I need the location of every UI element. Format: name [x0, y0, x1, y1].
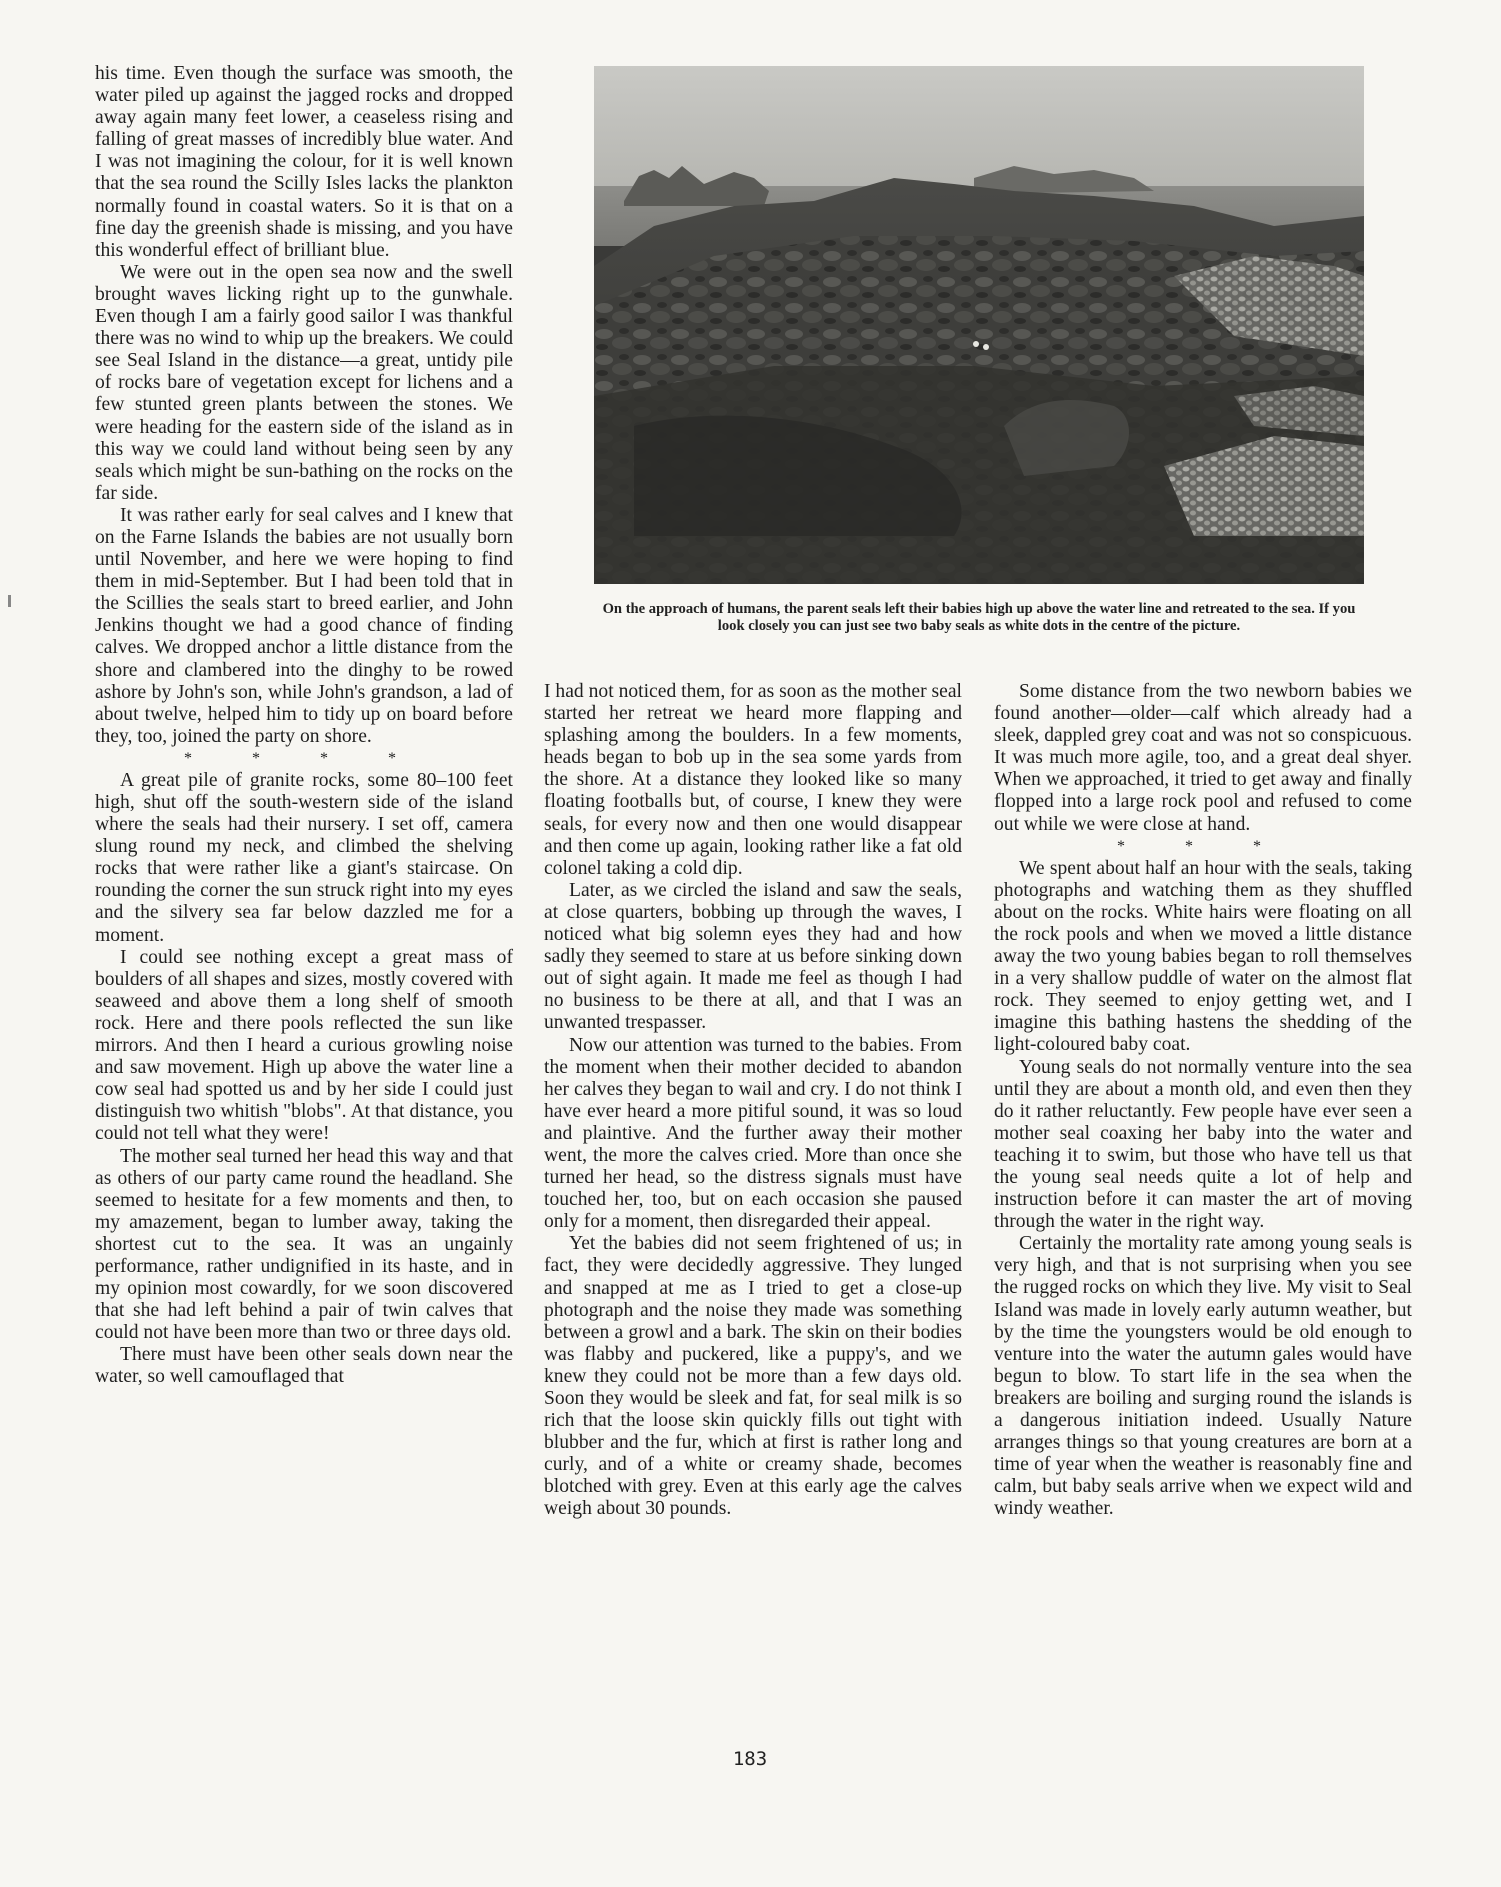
- page-number: 183: [732, 1748, 768, 1770]
- paragraph: his time. Even though the surface was smooth, the water piled up against the jagged rocks and dropped away again many feet lower, a ceaseless rising and falling of great masses of incredibly blue water. And I was not imagining the colour, for it is well known that the sea round the Scilly Isles lacks the plankton normally found in coastal waters. So it is that on a fine day the greenish shade is missing, and you have this wonderful effect of brilliant blue.: [95, 63, 513, 261]
- seal-island-photo: [594, 66, 1364, 584]
- article-column-left: [95, 63, 513, 1389]
- paragraph: We were out in the open sea now and the swell brought waves licking right up to the gunwhale. Even though I am a fairly good sailor I was thankful there was no wind to whip up the breakers. We could see Seal Island in the distance—a great, untidy pile of rocks bare of vegetation except for lichens and a few stunted green plants between the stones. We were heading for the eastern side of the island as in this way we could land without being seen by any seals which might be sun-bathing on the rocks on the far side.: [95, 261, 513, 504]
- paragraph: Yet the babies did not seem frightened of us; in fact, they were decidedly aggressive. They lunged and snapped at me as I tried to get a close-up photograph and the noise they made was something between a growl and a bark. The skin on their bodies was flabby and puckered, like a puppy's, and we knew they could not be more than a few days old. Soon they would be sleek and fat, for seal milk is so rich that the loose skin quickly fills out tight with blubber and the fur, which at first is rather long and curly, and of a white or creamy shade, becomes blotched with grey. Even at this early age the calves weigh about 30 pounds.: [544, 1233, 962, 1520]
- paragraph: Some distance from the two newborn babies we found another—older—calf which already had a sleek, dappled grey coat and was not so conspicuous. It was much more agile, too, and a great deal shyer. When we approached, it tried to get away and finally flopped into a large rock pool and refused to come out while we were close at hand.: [994, 681, 1412, 835]
- paragraph: I had not noticed them, for as soon as the mother seal started her retreat we heard more flapping and splashing among the boulders. In a few moments, heads began to bob up in the sea some yards from the shore. At a distance they looked like so many floating footballs but, of course, I knew they were seals, for every now and then one would disappear and then come up again, looking rather like a fat old colonel taking a cold dip.: [544, 681, 962, 879]
- margin-mark: [8, 595, 11, 607]
- photo-caption: On the approach of humans, the parent seals left their babies high up above the water line and retreated to the sea. If you look closely you can just see two baby seals as white dots in the centre of the picture.: [602, 601, 1356, 635]
- paragraph: Now our attention was turned to the babies. From the moment when their mother decided to abandon her calves they began to wail and cry. I do not think I have ever heard a more pitiful sound, it was so loud and plaintive. And the further away their mother went, the more the calves cried. More than once she turned her head, so the distress signals must have touched her, too, but on each occasion she paused only for a moment, then disregarded their appeal.: [544, 1034, 962, 1233]
- paragraph: Certainly the mortality rate among young seals is very high, and that is not surprising when you see the rugged rocks on which they live. My visit to Seal Island was made in lovely early autumn weather, but by the time the youngsters would be old enough to venture into the water the autumn gales would have begun to blow. To start life in the sea when the breakers are boiling and surging round the islands is a dangerous initiation indeed. Usually Nature arranges things so that young creatures are born at a time of year when the weather is reasonably fine and calm, but baby seals arrive when we expect wild and windy weather.: [994, 1233, 1412, 1520]
- paragraph: There must have been other seals down near the water, so well camouflaged that: [95, 1344, 513, 1388]
- paragraph: A great pile of granite rocks, some 80–100 feet high, shut off the south-western side of the island where the seals had their nursery. I set off, camera slung round my neck, and climbed the shelving rocks that were rather like a giant's staircase. On rounding the corner the sun struck right into my eyes and the silvery sea far below dazzled me for a moment.: [95, 769, 513, 946]
- paragraph: The mother seal turned her head this way and that as others of our party came round the headland. She seemed to hesitate for a few moments and then, to my amazement, began to lumber away, taking the shortest cut to the sea. It was an ungainly performance, rather undignified in its haste, and in my opinion most cowardly, for we soon discovered that she had left behind a pair of twin calves that could not have been more than two or three days old.: [95, 1145, 513, 1344]
- paragraph: We spent about half an hour with the seals, taking photographs and watching them as they shuffled about on the rocks. White hairs were floating on all the rock pools and when we moved a little distance away the two young babies began to roll themselves in a very shallow puddle of water on the almost flat rock. They seemed to enjoy getting wet, and I imagine this bathing hastens the shedding of the light-coloured baby coat.: [994, 857, 1412, 1056]
- paragraph: It was rather early for seal calves and I knew that on the Farne Islands the babies are not usually born until November, and here we were hoping to find them in mid-September. But I had been told that in the Scillies the seals start to breed earlier, and John Jenkins thought we had a good chance of finding calves. We dropped anchor a little distance from the shore and clambered into the dinghy to be rowed ashore by John's son, while John's grandson, a lad of about twelve, helped him to tidy up on board before they, too, joined the party on shore.: [95, 504, 513, 747]
- article-column-right: [994, 681, 1412, 1520]
- paragraph: Later, as we circled the island and saw the seals, at close quarters, bobbing up through the waves, I noticed what big solemn eyes they had and how sadly they seemed to stare at us before sinking down out of sight again. It made me feel as though I had no business to be there at all, and that I was an unwanted trespasser.: [544, 879, 962, 1034]
- paragraph: Young seals do not normally venture into the sea until they are about a month old, and even then they do it rather reluctantly. Few people have ever seen a mother seal coaxing her baby into the water and teaching it to swim, but those who have tell us that the young seal needs quite a lot of help and instruction before it can master the art of moving through the water in the right way.: [994, 1056, 1412, 1233]
- section-break: * * * *: [184, 749, 424, 767]
- article-column-middle: [544, 681, 962, 1521]
- paragraph: I could see nothing except a great mass of boulders of all shapes and sizes, mostly covered with seaweed and above them a long shelf of smooth rock. Here and there pools reflected the sun like mirrors. And then I heard a curious growling noise and saw movement. High up above the water line a cow seal had spotted us and by her side I could just distinguish two whitish "blobs". At that distance, you could not tell what they were!: [95, 946, 513, 1145]
- section-break: * * *: [1117, 837, 1289, 855]
